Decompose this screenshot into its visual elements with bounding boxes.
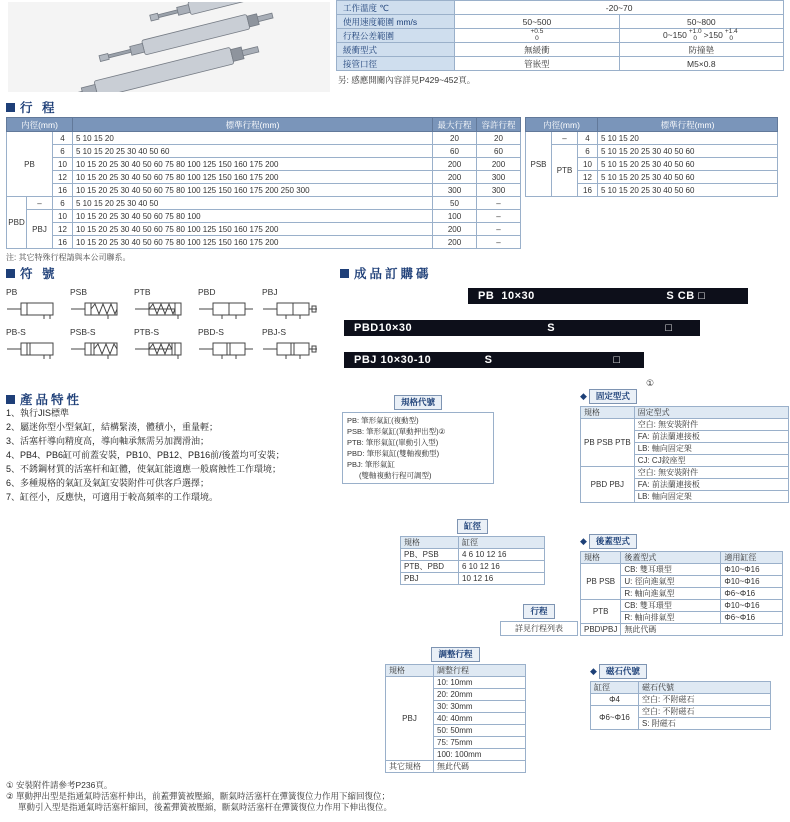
rear-cover-table: 規格 後蓋型式 適用缸徑 PB PSB CB: 雙耳環型 Φ10~Φ16 U: 徑向進氣型 Φ10~Φ16 R: 軸向進氣型 Φ6~Φ16 PTB CB: 雙耳環型 Φ10~Φ16 R: 軸向排氣型 Φ6~Φ16 PBD\PBJ 無此代碼	[580, 551, 783, 636]
table-row: 12 10 15 20 25 30 40 50 60 75 80 100 125 150 160 175 200 200 –	[7, 223, 521, 236]
ordering-section	[340, 266, 790, 778]
order-code-bar-pbj: PBJ 10×30-10 S □	[344, 352, 644, 368]
stroke-ref-tab: 行程	[523, 604, 554, 619]
spec-row-label: 行程公差範圍	[337, 29, 455, 43]
stroke-section	[6, 100, 784, 263]
table-row: 20: 20mm	[386, 689, 526, 701]
rear-cover-box	[580, 534, 783, 636]
table-row: R: 軸向進氣型 Φ6~Φ16	[581, 588, 783, 600]
table-row: PBD PBJ 空白: 無安裝附件	[581, 467, 789, 479]
group-label: Φ4	[591, 694, 639, 706]
table-row: PBJ 10 12 16	[401, 573, 545, 585]
table-row: 16 10 15 20 25 30 40 50 60 75 80 100 125 150 160 175 200 250 300 300 300	[7, 184, 521, 197]
table-row: PTB 6 5 10 15 20 25 30 40 50 60	[526, 145, 778, 158]
group-label: PTB	[581, 600, 621, 624]
pen-cylinder-photo-illustration	[8, 2, 330, 92]
symbol-label: PSB	[70, 287, 88, 297]
table-row: PTB、PBD 6 10 12 16	[401, 561, 545, 573]
table-row: U: 徑向進氣型 Φ10~Φ16	[581, 576, 783, 588]
col-header-standard-stroke: 標準行程(mm)	[598, 118, 778, 132]
ptb-symbol-icon	[134, 298, 190, 320]
table-row: PB 4 5 10 15 20 20 20	[7, 132, 521, 145]
symbols-section-title: 符 號	[20, 267, 58, 281]
spec-row-label: 工作溫度 ℃	[337, 1, 455, 15]
spec-code-list	[342, 412, 494, 484]
symbol-cell-pbj	[262, 287, 326, 320]
tolerance-value: +0.5 0	[455, 29, 619, 43]
table-row: Φ6~Φ16 空白: 不附磁石	[591, 706, 771, 718]
table-row: S: 附磁石	[591, 718, 771, 730]
table-row: 16 5 10 15 20 25 30 40 50 60	[526, 184, 778, 197]
col-header-bore: 内徑(mm)	[7, 118, 73, 132]
group-label: PB PSB PTB	[581, 419, 635, 467]
group-label: PBJ	[386, 677, 434, 761]
features-section-title: 產品特性	[20, 393, 83, 407]
symbol-cell-ptb	[134, 287, 198, 320]
spec-code-line: PSB: 筆形氣缸(單動押出型)②	[347, 427, 446, 436]
group-sublabel: –	[552, 132, 578, 145]
symbols-section	[6, 266, 334, 360]
ordering-section-header	[340, 266, 790, 280]
spec-row-label: 接管口徑	[337, 57, 455, 71]
psb-s-symbol-icon	[70, 338, 126, 360]
symbol-cell-pb-s	[6, 327, 70, 360]
pb-symbol-icon	[6, 298, 62, 320]
col-header-max-stroke: 最大行程	[433, 118, 477, 132]
feature-item: 3、活塞杆導向精度高，導向軸承無需另加潤滑油；	[6, 436, 210, 446]
col-header-bore: 内徑(mm)	[526, 118, 598, 132]
symbol-label: PB-S	[6, 327, 26, 337]
stroke-section-title: 行 程	[20, 101, 58, 115]
footnote-2-continued: 單動引入型是指通氣時活塞杆縮回，後蓋彈簧被壓縮，斷氣時活塞杆在彈簧復位力作用下伸出復位。	[18, 802, 393, 812]
table-row: 75: 75mm	[386, 737, 526, 749]
table-row: LB: 軸向固定架	[581, 491, 789, 503]
spec-value: 50~500	[455, 15, 619, 29]
symbol-label: PB	[6, 287, 18, 297]
spec-table	[336, 0, 784, 71]
group-label: Φ6~Φ16	[591, 706, 639, 730]
mounting-table: 規格 固定型式 PB PSB PTB 空白: 無安裝附件 FA: 前法蘭連接板 LB: 軸向固定架 CJ: CJ鉸座型 PBD PBJ 空白: 無安裝附件 FA: 前法蘭連接板 LB: 軸向固定架	[580, 406, 789, 503]
table-row: CJ: CJ鉸座型	[581, 455, 789, 467]
symbol-cell-ptb-s	[134, 327, 198, 360]
table-row: 6 5 10 15 20 25 30 40 50 60 60 60	[7, 145, 521, 158]
bore-table: 規格 缸徑 PB、PSB 4 6 10 12 16 PTB、PBD 6 10 12 16 PBJ 10 12 16	[400, 536, 545, 585]
spec-row-label: 使用速度範圍 mm/s	[337, 15, 455, 29]
stroke-table-left	[6, 117, 521, 249]
feature-item: 1、執行JIS標準	[6, 408, 70, 418]
table-row: LB: 軸向固定架	[581, 443, 789, 455]
group-label-pbd: PBD	[7, 197, 27, 249]
spec-value: -20~70	[455, 1, 784, 15]
pbd-s-symbol-icon	[198, 338, 254, 360]
spec-value: M5×0.8	[619, 57, 783, 71]
bore-tab: 缸徑	[457, 519, 488, 534]
diamond-icon: ◆	[590, 666, 597, 676]
group-label-pb: PB	[7, 132, 53, 197]
table-row: Φ4 空白: 不附磁石	[591, 694, 771, 706]
table-row: PBJ 10: 10mm	[386, 677, 526, 689]
ordering-section-title: 成品訂購碼	[354, 267, 432, 281]
footnote-2: ② 單動押出型是指通氣時活塞杆伸出，前蓋彈簧被壓縮，斷氣時活塞杆在彈簧復位力作用下縮回復位；	[6, 791, 390, 801]
table-row: PSB – 4 5 10 15 20	[526, 132, 778, 145]
table-row: 12 5 10 15 20 25 30 40 50 60	[526, 171, 778, 184]
adjust-stroke-table: 規格 調整行程 PBJ 10: 10mm 20: 20mm 30: 30mm 40: 40mm 50: 50mm 75: 75mm 100: 100mm 其它規格 無此代碼	[385, 664, 526, 773]
section-square-icon	[6, 103, 15, 112]
col-header-standard-stroke: 標準行程(mm)	[73, 118, 433, 132]
adjust-stroke-box	[385, 644, 526, 773]
section-square-icon	[6, 269, 15, 278]
pbj-symbol-icon	[262, 298, 318, 320]
table-row: 10 10 15 20 25 30 40 50 60 75 80 100 125 150 160 175 200 200 200	[7, 158, 521, 171]
pb-s-symbol-icon	[6, 338, 62, 360]
spec-code-line: (雙軸複動行程可調型)	[359, 471, 432, 480]
order-code-bar-pbd: PBD10×30 S □	[344, 320, 700, 336]
spec-value: 50~800	[619, 15, 783, 29]
group-label: PB PSB	[581, 564, 621, 600]
stroke-ref-box	[500, 601, 578, 636]
product-photo	[8, 2, 330, 92]
feature-item: 7、缸徑小，反應快，可適用于較高頻率的工作環境。	[6, 492, 219, 502]
features-section-header	[6, 392, 336, 406]
spec-value: 管嵌型	[455, 57, 619, 71]
group-sublabel: –	[27, 197, 53, 210]
magnet-table: 缸徑 磁石代號 Φ4 空白: 不附磁石 Φ6~Φ16 空白: 不附磁石 S: 附磁石	[590, 681, 771, 730]
rear-cover-title: 後蓋型式	[589, 534, 637, 549]
symbol-cell-pbj-s	[262, 327, 326, 360]
table-row: PBD\PBJ 無此代碼	[581, 624, 783, 636]
footnote-1: ① 安裝附件請參考P236頁。	[6, 780, 113, 790]
table-row: 40: 40mm	[386, 713, 526, 725]
spec-code-tab: 規格代號	[394, 395, 442, 410]
symbol-label: PBD-S	[198, 327, 224, 337]
table-row: PBD – 6 5 10 15 20 25 30 40 50 50 –	[7, 197, 521, 210]
table-row: PB PSB PTB 空白: 無安裝附件	[581, 419, 789, 431]
magnet-title: 磁石代號	[599, 664, 647, 679]
adjust-stroke-tab: 調整行程	[431, 647, 479, 662]
mounting-box	[580, 378, 789, 503]
mounting-title: 固定型式	[589, 389, 637, 404]
table-row: 50: 50mm	[386, 725, 526, 737]
pbd-symbol-icon	[198, 298, 254, 320]
spec-table-block	[336, 0, 784, 86]
group-label: 其它規格	[386, 761, 434, 773]
symbol-cell-pbd	[198, 287, 262, 320]
section-square-icon	[340, 269, 349, 278]
table-row: PB PSB CB: 雙耳環型 Φ10~Φ16	[581, 564, 783, 576]
features-section	[6, 392, 336, 504]
table-row: PBJ 10 10 15 20 25 30 40 50 60 75 80 100 100 –	[7, 210, 521, 223]
table-row: 12 10 15 20 25 30 40 50 60 75 80 100 125 150 160 175 200 200 300	[7, 171, 521, 184]
symbol-label: PBD	[198, 287, 216, 297]
diamond-icon: ◆	[580, 536, 587, 546]
table-row: PB、PSB 4 6 10 12 16	[401, 549, 545, 561]
stroke-ref-text: 詳見行程列表	[500, 621, 578, 636]
symbols-section-header	[6, 266, 334, 280]
symbol-cell-pbd-s	[198, 327, 262, 360]
spec-code-line: PTB: 筆形氣缸(單動引入型)	[347, 438, 439, 447]
mounting-footnote-marker: ①	[646, 378, 655, 388]
ptb-s-symbol-icon	[134, 338, 190, 360]
feature-item: 5、不銹鋼材質的活塞杆和缸體，使氣缸能適應一般腐蝕性工作環境；	[6, 464, 282, 474]
spec-code-line: PBD: 筆形氣缸(雙軸複動型)	[347, 449, 440, 458]
stroke-note: 注: 其它特殊行程請與本公司聯系。	[6, 253, 131, 262]
table-row: R: 軸向排氣型 Φ6~Φ16	[581, 612, 783, 624]
psb-symbol-icon	[70, 298, 126, 320]
group-label-psb: PSB	[526, 132, 552, 197]
bore-box	[400, 516, 545, 585]
symbols-row-1	[6, 287, 334, 320]
spec-code-line: PBJ: 筆形氣缸	[347, 460, 395, 469]
magnet-box	[590, 664, 771, 730]
footnotes	[6, 780, 784, 813]
spec-value: 無緩衝	[455, 43, 619, 57]
table-row: FA: 前法蘭連接板	[581, 431, 789, 443]
pbj-s-symbol-icon	[262, 338, 318, 360]
table-row: PTB CB: 雙耳環型 Φ10~Φ16	[581, 600, 783, 612]
feature-item: 6、多種規格的氣缸及氣缸安裝附件可供客戶選擇；	[6, 478, 210, 488]
symbols-row-2	[6, 327, 334, 360]
table-row: 16 10 15 20 25 30 40 50 60 75 80 100 125 150 160 175 200 200 –	[7, 236, 521, 249]
table-row: FA: 前法蘭連接板	[581, 479, 789, 491]
diamond-icon: ◆	[580, 391, 587, 401]
symbol-cell-pb	[6, 287, 70, 320]
symbol-cell-psb-s	[70, 327, 134, 360]
section-square-icon	[6, 395, 15, 404]
symbol-label: PTB	[134, 287, 151, 297]
table-row: 100: 100mm	[386, 749, 526, 761]
group-label: PBD\PBJ	[581, 624, 621, 636]
group-label: PBD PBJ	[581, 467, 635, 503]
symbol-label: PTB-S	[134, 327, 160, 337]
symbol-cell-psb	[70, 287, 134, 320]
stroke-table-right	[525, 117, 778, 197]
feature-item: 4、PB4、PB6缸可前蓋安裝，PB10、PB12、PB16前/後蓋均可安裝；	[6, 450, 285, 460]
group-label-pbj: PBJ	[27, 210, 53, 249]
spec-value: 防撞墊	[619, 43, 783, 57]
table-row: 30: 30mm	[386, 701, 526, 713]
spec-code-box	[342, 392, 494, 484]
symbol-label: PBJ-S	[262, 327, 287, 337]
table-row: 10 5 10 15 20 25 30 40 50 60	[526, 158, 778, 171]
tolerance-value: 0~150 +1.0 0 >150 +1.4 0	[619, 29, 783, 43]
symbol-label: PBJ	[262, 287, 278, 297]
stroke-section-header	[6, 100, 784, 114]
table-row: 其它規格 無此代碼	[386, 761, 526, 773]
spec-code-line: PB: 筆形氣缸(複動型)	[347, 416, 419, 425]
sensor-switch-note: 另: 感應開關內容詳見P429~452頁。	[338, 75, 476, 85]
group-label-ptb: PTB	[552, 145, 578, 197]
spec-row-label: 緩衝型式	[337, 43, 455, 57]
feature-item: 2、屬迷你型小型氣缸，結構緊湊，體積小，重量輕；	[6, 422, 219, 432]
col-header-allow-stroke: 容許行程	[477, 118, 521, 132]
order-code-bar-pb: PB 10×30 S CB □	[468, 288, 748, 304]
symbol-label: PSB-S	[70, 327, 96, 337]
